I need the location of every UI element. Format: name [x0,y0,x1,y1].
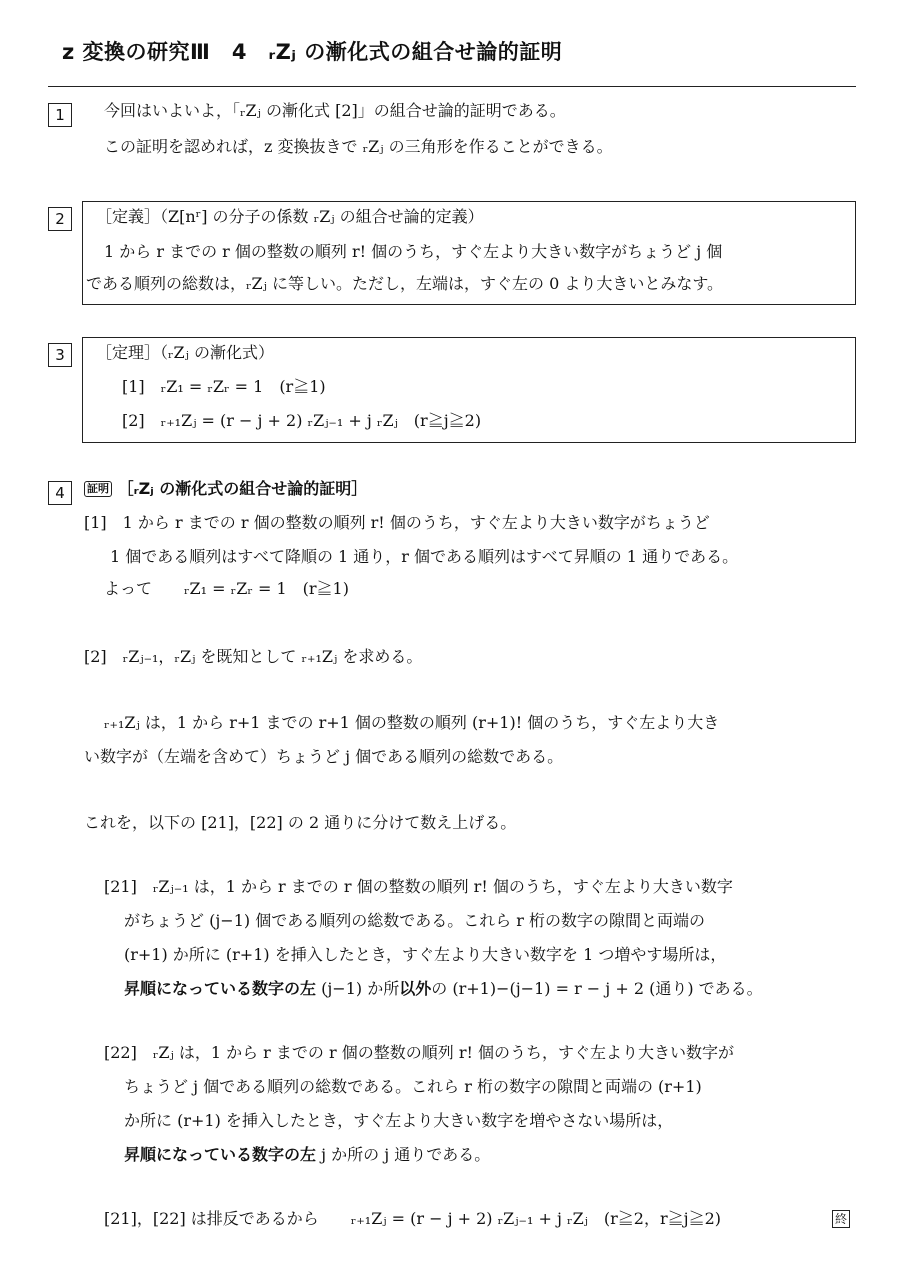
case-22-text: j か所の j 通りである。 [316,1145,491,1164]
proof-2-line-4: これを，以下の [21]，[22] の 2 通りに分けて数え上げる。 [84,813,517,832]
section-number-3: 3 [48,343,72,367]
end-mark: 終 [832,1210,850,1228]
case-22-line-1: [22] ᵣZⱼ は，1 から r までの r 個の整数の順列 r! 個のうち，すぐ左より大きい数字が [104,1043,734,1062]
case-21-emphasis-2: 以外 [399,979,432,998]
conclusion-line: [21]，[22] は排反であるから ᵣ₊₁Zⱼ = (r − j + 2) ᵣZⱼ₋₁ + j ᵣZⱼ (r≧2，r≧j≧2) [104,1209,722,1228]
s1-line-1: 今回はいよいよ，「ᵣZⱼ の漸化式 [2]」の組合せ論的証明である。 [104,101,566,120]
case-22-emphasis: 昇順になっている数字の左 [124,1145,317,1164]
page-title: z 変換の研究Ⅲ 4 ᵣZⱼ の漸化式の組合せ論的証明 [62,40,563,64]
case-21-line-2: がちょうど (j−1) 個である順列の総数である。これら r 桁の数字の隙間と両端の [124,911,706,930]
proof-2-line-3: い数字が（左端を含めて）ちょうど j 個である順列の総数である。 [84,747,564,766]
case-21-line-3: (r+1) か所に (r+1) を挿入したとき，すぐ左より大きい数字を 1 つ増やす場所は， [124,945,727,964]
section-number-2: 2 [48,207,72,231]
s1-line-2: この証明を認めれば，z 変換抜きで ᵣZⱼ の三角形を作ることができる。 [104,137,613,156]
definition-line-2: である順列の総数は，ᵣZⱼ に等しい。ただし，左端は，すぐ左の 0 より大きいとみなす。 [86,274,724,293]
case-22-line-2: ちょうど j 個である順列の総数である。これら r 桁の数字の隙間と両端の (r+1) [124,1077,702,1096]
proof-heading [84,478,367,500]
proof-2-line-1: [2] ᵣZⱼ₋₁，ᵣZⱼ を既知として ᵣ₊₁Zⱼ を求める。 [84,647,423,666]
proof-2-line-2: ᵣ₊₁Zⱼ は，1 から r+1 までの r+1 個の整数の順列 (r+1)! 個のうち，すぐ左より大き [104,713,720,732]
proof-heading-text: ［ᵣZⱼ の漸化式の組合せ論的証明］ [117,479,368,498]
proof-tag: 証明 [84,481,112,497]
case-21-text-1: (j−1) か所 [316,979,400,998]
proof-1-line-3: よって ᵣZ₁ = ᵣZᵣ = 1 (r≧1) [104,579,349,598]
proof-1-line-2: 1 個である順列はすべて降順の 1 通り，r 個である順列はすべて昇順の 1 通りである。 [110,547,739,566]
case-22-line-3: か所に (r+1) を挿入したとき，すぐ左より大きい数字を増やさない場所は， [124,1111,674,1130]
section-number-1: 1 [48,103,72,127]
definition-line-1: 1 から r までの r 個の整数の順列 r! 個のうち，すぐ左より大きい数字がちょうど j 個 [104,242,723,261]
theorem-formula-2: [2] ᵣ₊₁Zⱼ = (r − j + 2) ᵣZⱼ₋₁ + j ᵣZⱼ (r≧j≧2) [122,411,482,430]
proof-1-line-1: [1] 1 から r までの r 個の整数の順列 r! 個のうち，すぐ左より大きい数字がちょうど [84,513,710,532]
case-21-text-2: の (r+1)−(j−1) = r − j + 2 (通り) である。 [431,979,763,998]
theorem-formula-1: [1] ᵣZ₁ = ᵣZᵣ = 1 (r≧1) [122,377,326,396]
case-21-emphasis-1: 昇順になっている数字の左 [124,979,317,998]
section-number-4: 4 [48,481,72,505]
theorem-title: ［定理］（ᵣZⱼ の漸化式） [96,343,274,362]
case-22-line-4 [124,1144,490,1166]
case-21-line-4 [124,978,763,1000]
title-rule [48,86,856,87]
definition-title: ［定義］（Z[nʳ] の分子の係数 ᵣZⱼ の組合せ論的定義） [96,207,484,226]
case-21-line-1: [21] ᵣZⱼ₋₁ は，1 から r までの r 個の整数の順列 r! 個のうち，すぐ左より大きい数字 [104,877,733,896]
